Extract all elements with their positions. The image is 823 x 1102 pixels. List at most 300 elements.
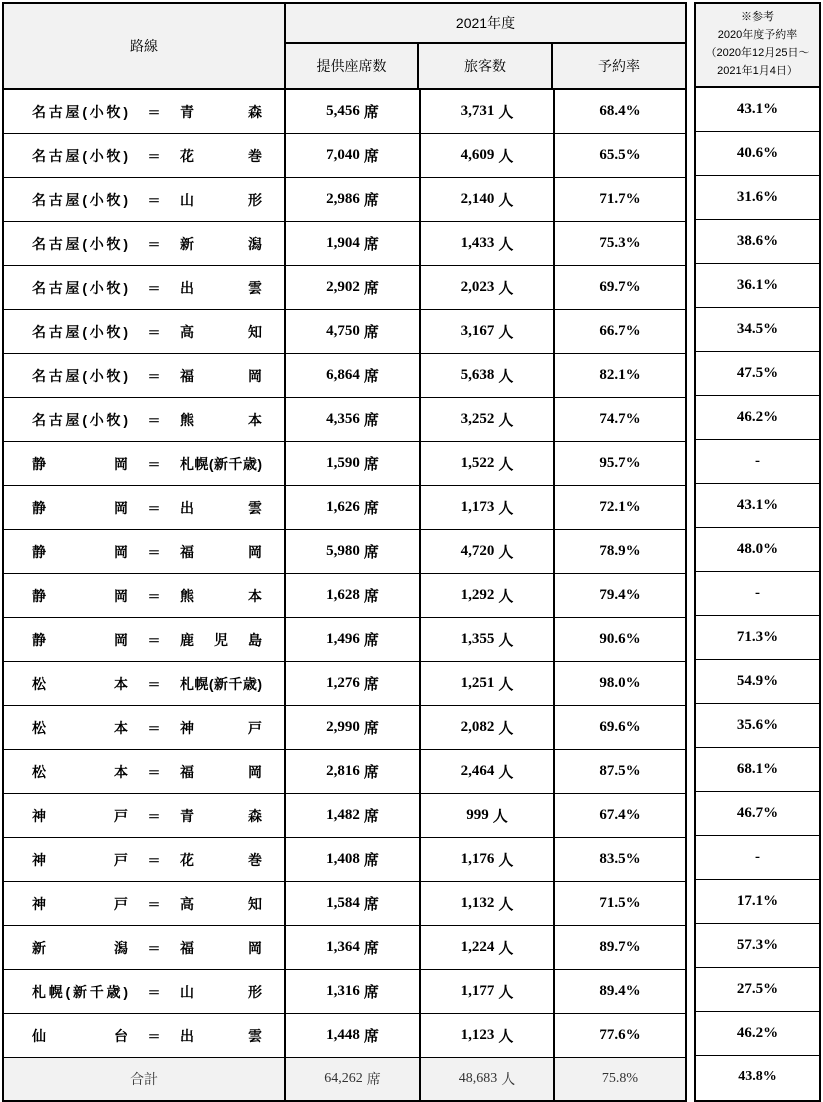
route-origin: 神戸 [32,895,128,912]
route-origin: 札幌(新千歳) [32,983,128,1000]
passengers-value: 1,123 [460,1027,495,1043]
reference-rate-value: 54.9% [736,673,779,689]
equals-sign: ＝ [147,325,161,340]
route-destination: 札幌(新千歳) [179,675,262,692]
route-destination: 新潟 [179,235,262,252]
route-cell [4,442,286,485]
passenger-unit: 人 [492,809,508,825]
seats-value: 2,986 [326,191,360,207]
table-row [4,574,685,618]
passengers-cell [421,222,555,265]
route-origin: 松本 [32,675,128,692]
passenger-unit: 人 [498,897,514,913]
rate-cell [555,90,685,133]
table-row [4,618,685,662]
rate-value: 89.7% [599,939,641,955]
seat-unit: 席 [363,677,379,693]
total-label: 合計 [4,1058,286,1100]
seat-unit: 席 [363,105,379,121]
seats-cell [286,486,421,529]
passengers-value: 1,522 [460,455,495,471]
seats-value: 5,456 [326,103,360,119]
seat-unit: 席 [363,281,379,297]
route-cell [4,178,286,221]
seats-cell [286,90,421,133]
equals-sign: ＝ [147,369,161,384]
reference-rate-value: 34.5% [736,321,779,337]
rate-value: 71.7% [599,191,641,207]
passengers-cell [421,662,555,705]
route-cell [4,662,286,705]
reference-header [696,4,819,88]
route-cell [4,574,286,617]
route-destination: 高知 [179,323,262,340]
reference-rate-value: 31.6% [736,189,779,205]
reference-rate-value: - [755,585,760,601]
passengers-cell [421,442,555,485]
route-destination: 山形 [179,191,262,208]
rate-cell [555,706,685,749]
route-destination: 花巻 [179,147,262,164]
passengers-value: 2,023 [460,279,495,295]
route-cell [4,882,286,925]
seats-value: 1,448 [326,1027,360,1043]
passengers-value: 5,638 [460,367,495,383]
reference-rate-cell [696,572,819,616]
reference-rate-value: - [755,849,760,865]
route-cell [4,134,286,177]
reference-header-line4: 2021年1月4日） [717,64,798,77]
seats-cell [286,178,421,221]
reference-rate-cell [696,352,819,396]
table-row [4,1014,685,1058]
seats-value: 1,496 [326,631,360,647]
reference-rate-cell [696,792,819,836]
passenger-unit: 人 [501,1073,516,1088]
rate-value: 82.1% [599,367,641,383]
reference-rate-cell [696,396,819,440]
equals-sign: ＝ [147,941,161,956]
route-origin: 名古屋(小牧) [32,147,128,164]
passengers-value: 1,132 [460,895,495,911]
passenger-unit: 人 [498,413,514,429]
seats-cell [286,530,421,573]
equals-sign: ＝ [147,677,161,692]
passengers-value: 1,433 [460,235,495,251]
table-row [4,354,685,398]
reference-rate-cell [696,220,819,264]
route-origin: 静岡 [32,543,128,560]
passenger-unit: 人 [498,765,514,781]
route-origin: 名古屋(小牧) [32,279,128,296]
rate-cell [555,354,685,397]
reference-rate-value: 17.1% [736,893,779,909]
seats-cell [286,970,421,1013]
seat-unit: 席 [363,237,379,253]
reference-rate-value: 71.3% [736,629,779,645]
table-row [4,926,685,970]
seat-unit: 席 [363,897,379,913]
passenger-unit: 人 [498,677,514,693]
reference-table [694,2,821,1102]
rate-value: 66.7% [599,323,641,339]
rate-cell [555,838,685,881]
seats-value: 1,364 [326,939,360,955]
equals-sign: ＝ [147,589,161,604]
seat-unit: 席 [366,1073,381,1088]
route-cell [4,530,286,573]
table-row [4,398,685,442]
equals-sign: ＝ [147,985,161,1000]
passengers-value: 4,720 [460,543,495,559]
route-origin: 名古屋(小牧) [32,367,128,384]
passengers-value: 1,224 [460,939,495,955]
passenger-unit: 人 [498,281,514,297]
seats-cell [286,310,421,353]
seat-unit: 席 [363,325,379,341]
rate-cell [555,574,685,617]
reference-header-line1: ※参考 [741,11,774,24]
seat-unit: 席 [363,985,379,1001]
passengers-value: 2,464 [460,763,495,779]
route-cell [4,310,286,353]
reference-rate-cell [696,440,819,484]
route-destination: 山形 [179,983,262,1000]
rate-cell [555,970,685,1013]
rate-cell [555,486,685,529]
reference-rate-cell [696,704,819,748]
table-row [4,530,685,574]
rate-value: 74.7% [599,411,641,427]
route-origin: 仙台 [32,1027,128,1044]
passengers-cell [421,882,555,925]
table-row [4,794,685,838]
passengers-cell [421,486,555,529]
passengers-value: 999 [466,807,489,823]
rate-cell [555,310,685,353]
rate-cell [555,530,685,573]
seats-value: 1,316 [326,983,360,999]
passengers-value: 3,252 [460,411,495,427]
passengers-cell [421,926,555,969]
route-cell [4,794,286,837]
total-passengers-value: 48,683 [458,1071,498,1086]
table-row [4,90,685,134]
passengers-cell [421,706,555,749]
passengers-cell [421,1014,555,1057]
seats-cell [286,266,421,309]
passengers-value: 1,355 [460,631,495,647]
reference-rate-value: 43.1% [736,497,779,513]
passengers-cell [421,354,555,397]
route-cell [4,926,286,969]
route-origin: 松本 [32,763,128,780]
seat-unit: 席 [363,369,379,385]
reference-header-line3: （2020年12月25日～ [705,47,810,59]
table-body [4,90,685,1058]
rate-value: 68.4% [599,103,641,119]
seats-cell [286,574,421,617]
rate-value: 83.5% [599,851,641,867]
seats-value: 1,590 [326,455,360,471]
seats-value: 1,482 [326,807,360,823]
route-origin: 名古屋(小牧) [32,191,128,208]
seat-unit: 席 [363,1029,379,1045]
reference-rate-cell [696,968,819,1012]
rate-value: 71.5% [599,895,641,911]
route-destination: 出雲 [179,499,262,516]
rate-cell [555,1014,685,1057]
equals-sign: ＝ [147,413,161,428]
table-row [4,706,685,750]
total-row [4,1058,685,1100]
route-cell [4,354,286,397]
table-row [4,750,685,794]
passenger-unit: 人 [498,149,514,165]
reference-rate-cell [696,880,819,924]
reference-total-cell: 43.8% [696,1056,819,1098]
table-row [4,882,685,926]
route-destination: 札幌(新千歳) [179,455,262,472]
seat-unit: 席 [363,765,379,781]
passengers-cell [421,750,555,793]
route-origin: 神戸 [32,807,128,824]
passenger-unit: 人 [498,457,514,473]
route-origin: 新潟 [32,939,128,956]
reference-rate-value: 35.6% [736,717,779,733]
routes-table [2,2,687,1102]
passengers-cell [421,574,555,617]
seats-value: 1,628 [326,587,360,603]
route-cell [4,618,286,661]
total-passengers-cell [421,1058,555,1100]
rate-value: 77.6% [599,1027,641,1043]
rate-value: 67.4% [599,807,641,823]
passenger-unit: 人 [498,369,514,385]
route-origin: 名古屋(小牧) [32,235,128,252]
header-year-group [286,4,685,88]
passengers-value: 4,609 [460,147,495,163]
seat-unit: 席 [363,721,379,737]
passenger-unit: 人 [498,325,514,341]
equals-sign: ＝ [147,853,161,868]
seat-unit: 席 [363,413,379,429]
reference-rate-value: 27.5% [736,981,779,997]
seats-cell [286,354,421,397]
rate-value: 90.6% [599,631,641,647]
passenger-unit: 人 [498,105,514,121]
equals-sign: ＝ [147,501,161,516]
reference-rate-cell [696,1012,819,1056]
route-cell [4,486,286,529]
route-origin: 松本 [32,719,128,736]
seat-unit: 席 [363,193,379,209]
route-origin: 静岡 [32,455,128,472]
route-destination: 出雲 [179,1027,262,1044]
passenger-unit: 人 [498,941,514,957]
rate-value: 65.5% [599,147,641,163]
table-row [4,970,685,1014]
seats-value: 5,980 [326,543,360,559]
table-row [4,134,685,178]
seats-cell [286,882,421,925]
rate-value: 69.7% [599,279,641,295]
route-cell [4,838,286,881]
rate-cell [555,882,685,925]
route-destination: 福岡 [179,939,262,956]
route-destination: 高知 [179,895,262,912]
reference-rate-cell [696,484,819,528]
table-row [4,310,685,354]
seats-value: 7,040 [326,147,360,163]
rate-cell [555,618,685,661]
seats-cell [286,926,421,969]
route-cell [4,970,286,1013]
table-row [4,178,685,222]
route-origin: 静岡 [32,499,128,516]
passenger-unit: 人 [498,589,514,605]
seats-value: 2,990 [326,719,360,735]
reference-rate-value: 40.6% [736,145,779,161]
reference-rate-value: 43.1% [736,101,779,117]
passenger-unit: 人 [498,501,514,517]
route-destination: 神戸 [179,719,262,736]
seat-unit: 席 [363,545,379,561]
route-origin: 静岡 [32,587,128,604]
rate-cell [555,750,685,793]
reference-rate-value: 46.2% [736,409,779,425]
header-route: 路線 [4,4,286,88]
equals-sign: ＝ [147,1029,161,1044]
equals-sign: ＝ [147,105,161,120]
route-destination: 熊本 [179,411,262,428]
rate-cell [555,398,685,441]
route-destination: 青森 [179,103,262,120]
seats-cell [286,398,421,441]
route-origin: 名古屋(小牧) [32,323,128,340]
passenger-unit: 人 [498,1029,514,1045]
table-row [4,486,685,530]
seats-value: 2,816 [326,763,360,779]
header-seats: 提供座席数 [286,44,419,88]
route-destination: 出雲 [179,279,262,296]
passengers-cell [421,398,555,441]
route-cell [4,90,286,133]
reference-rate-cell [696,924,819,968]
passengers-cell [421,794,555,837]
rate-cell [555,662,685,705]
seats-cell [286,222,421,265]
rate-value: 95.7% [599,455,641,471]
rate-value: 98.0% [599,675,641,691]
seats-cell [286,1014,421,1057]
reference-rate-value: 57.3% [736,937,779,953]
passengers-value: 3,731 [460,103,495,119]
passenger-unit: 人 [498,545,514,561]
total-rate-cell [555,1058,685,1100]
seats-cell [286,706,421,749]
passenger-unit: 人 [498,985,514,1001]
passengers-value: 2,140 [460,191,495,207]
reference-rate-value: 68.1% [736,761,779,777]
seat-unit: 席 [363,941,379,957]
route-destination: 福岡 [179,543,262,560]
route-origin: 静岡 [32,631,128,648]
seats-cell [286,838,421,881]
seat-unit: 席 [363,853,379,869]
seats-value: 1,408 [326,851,360,867]
seats-value: 1,626 [326,499,360,515]
seats-value: 2,902 [326,279,360,295]
table-row [4,442,685,486]
seats-cell [286,134,421,177]
rate-cell [555,442,685,485]
equals-sign: ＝ [147,545,161,560]
table-row [4,222,685,266]
equals-sign: ＝ [147,809,161,824]
reference-rate-cell [696,88,819,132]
seats-value: 4,356 [326,411,360,427]
passenger-unit: 人 [498,853,514,869]
equals-sign: ＝ [147,237,161,252]
route-destination: 鹿児島 [179,631,262,648]
reference-rate-cell [696,176,819,220]
passengers-cell [421,618,555,661]
route-cell [4,222,286,265]
seat-unit: 席 [363,149,379,165]
passengers-cell [421,970,555,1013]
seats-value: 6,864 [326,367,360,383]
passengers-value: 1,176 [460,851,495,867]
header-passengers: 旅客数 [419,44,553,88]
passengers-cell [421,266,555,309]
rate-cell [555,134,685,177]
seat-unit: 席 [363,589,379,605]
seats-cell [286,662,421,705]
reference-rate-value: 46.7% [736,805,779,821]
seats-cell [286,794,421,837]
total-seats-cell [286,1058,421,1100]
reference-rate-cell [696,308,819,352]
equals-sign: ＝ [147,633,161,648]
header-subcolumns [286,44,685,88]
rate-value: 72.1% [599,499,641,515]
seat-unit: 席 [363,633,379,649]
route-destination: 熊本 [179,587,262,604]
reference-rate-cell [696,836,819,880]
passengers-value: 1,251 [460,675,495,691]
reference-header-line2: 2020年度予約率 [717,29,798,42]
reference-rate-value: 48.0% [736,541,779,557]
rate-cell [555,926,685,969]
route-destination: 福岡 [179,763,262,780]
passengers-cell [421,310,555,353]
passengers-cell [421,530,555,573]
reference-rate-cell [696,528,819,572]
rate-cell [555,178,685,221]
reference-rate-value: 47.5% [736,365,779,381]
passengers-cell [421,90,555,133]
seats-cell [286,442,421,485]
header-rate: 予約率 [598,58,640,74]
reference-rate-value: 46.2% [736,1025,779,1041]
rate-value: 87.5% [599,763,641,779]
seats-cell [286,618,421,661]
route-cell [4,750,286,793]
equals-sign: ＝ [147,897,161,912]
rate-value: 69.6% [599,719,641,735]
route-destination: 青森 [179,807,262,824]
